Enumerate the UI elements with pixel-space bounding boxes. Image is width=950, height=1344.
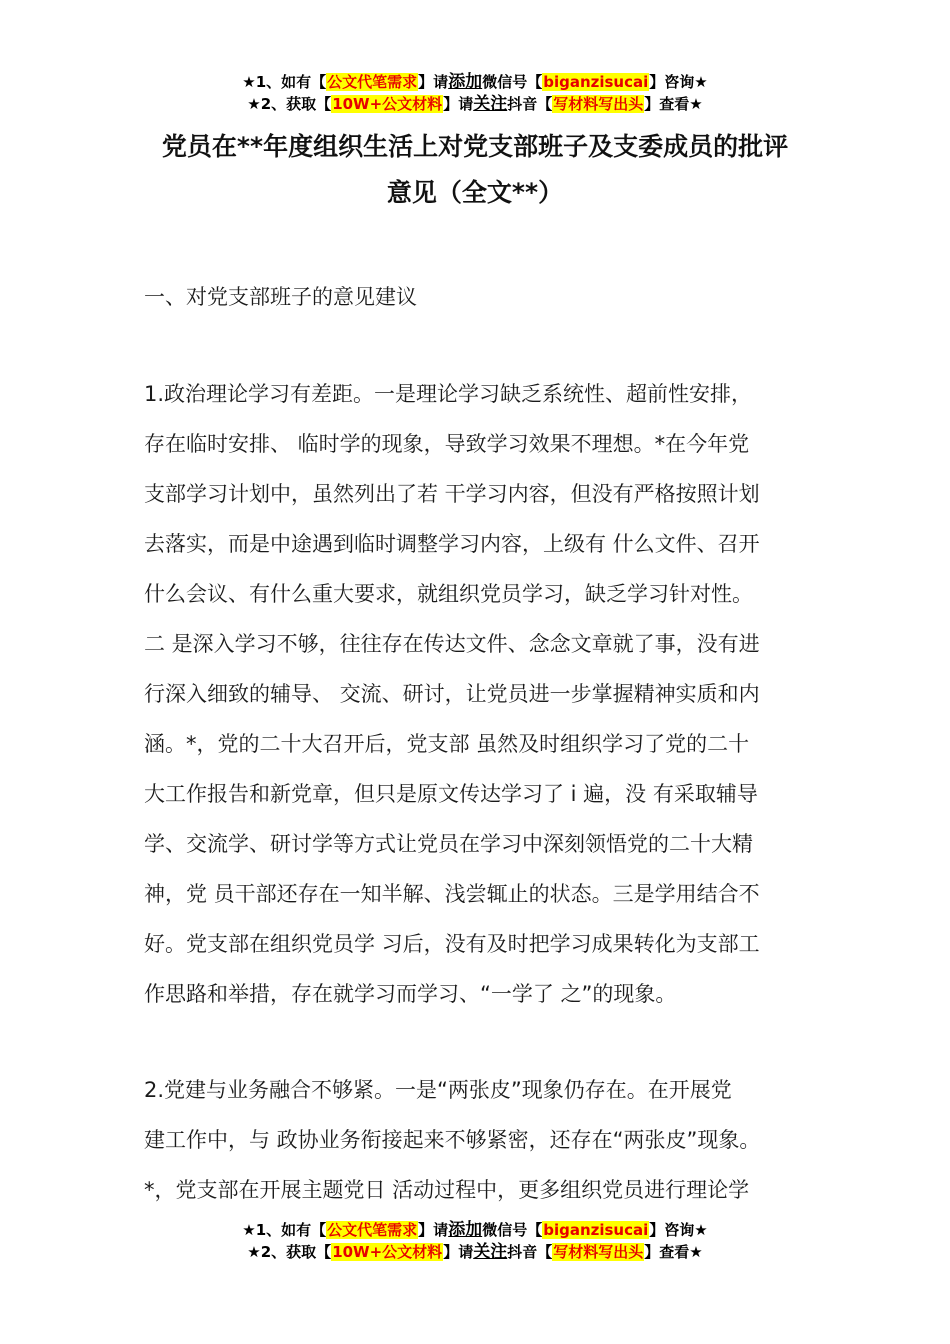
banner-wechat-id: biganzisucai bbox=[543, 1221, 649, 1239]
paragraph-line: 去落实，而是中途遇到临时调整学习内容，上级有 什么文件、召开 bbox=[144, 532, 760, 556]
footer-banner bbox=[0, 1219, 950, 1263]
banner-emphasis: 关注 bbox=[473, 1242, 508, 1262]
section-heading-text: 一、对党支部班子的意见建议 bbox=[144, 285, 417, 309]
banner-text: ★1、如有【 bbox=[242, 73, 327, 91]
paragraph-line: 好。党支部在组织党员学 习后，没有及时把学习成果转化为支部工 bbox=[144, 932, 760, 956]
banner-text: 】咨询★ bbox=[649, 1221, 708, 1239]
banner-text: 微信号【 bbox=[482, 73, 543, 91]
banner-text: 】请 bbox=[443, 1243, 474, 1261]
paragraph-line: *，党支部在开展主题党日 活动过程中，更多组织党员进行理论学 bbox=[144, 1178, 750, 1202]
banner-text: ★1、如有【 bbox=[242, 1221, 327, 1239]
banner-text: 微信号【 bbox=[482, 1221, 543, 1239]
banner-line-1 bbox=[0, 1219, 950, 1241]
title-line-1: 党员在**年度组织生活上对党支部班子及支委成员的批评 bbox=[161, 132, 789, 161]
banner-text: 】咨询★ bbox=[649, 73, 708, 91]
paragraph-line: 行深入细致的辅导、 交流、研讨，让党员进一步掌握精神实质和内 bbox=[144, 682, 760, 706]
banner-text: 】请 bbox=[418, 73, 449, 91]
banner-line-1 bbox=[0, 71, 950, 93]
paragraph-line: 涵。*，党的二十大召开后，党支部 虽然及时组织学习了党的二十 bbox=[144, 732, 750, 756]
header-banner bbox=[0, 71, 950, 115]
banner-text: 】请 bbox=[443, 95, 474, 113]
banner-douyin-id: 写材料写出头 bbox=[553, 95, 644, 113]
banner-highlight: 公文代笔需求 bbox=[327, 73, 418, 91]
banner-wechat-id: biganzisucai bbox=[543, 73, 649, 91]
banner-line-2 bbox=[0, 93, 950, 115]
banner-line-2 bbox=[0, 1241, 950, 1263]
paragraph-line: 支部学习计划中，虽然列出了若 干学习内容，但没有严格按照计划 bbox=[144, 482, 760, 506]
banner-text: ★2、获取【 bbox=[247, 1243, 332, 1261]
paragraph-line: 什么会议、有什么重大要求，就组织党员学习，缺乏学习针对性。 bbox=[144, 582, 753, 606]
paragraph-line: 2.党建与业务融合不够紧。一是“两张皮”现象仍存在。在开展党 bbox=[144, 1078, 732, 1102]
banner-text: 】查看★ bbox=[644, 1243, 703, 1261]
banner-douyin-id: 写材料写出头 bbox=[553, 1243, 644, 1261]
banner-highlight: 10W+公文材料 bbox=[332, 95, 443, 113]
paragraph-line: 学、交流学、研讨学等方式让党员在学习中深刻领悟党的二十大精 bbox=[144, 832, 753, 856]
banner-text: ★2、获取【 bbox=[247, 95, 332, 113]
paragraph-line: 建工作中，与 政协业务衔接起来不够紧密，还存在“两张皮”现象。 bbox=[144, 1128, 761, 1152]
banner-text: 】查看★ bbox=[644, 95, 703, 113]
paragraph-line: 存在临时安排、 临时学的现象，导致学习效果不理想。*在今年党 bbox=[144, 432, 750, 456]
banner-emphasis: 添加 bbox=[448, 1220, 483, 1240]
banner-highlight: 公文代笔需求 bbox=[327, 1221, 418, 1239]
banner-text: 抖音【 bbox=[507, 1243, 553, 1261]
paragraph-2 bbox=[144, 1065, 824, 1215]
document-title bbox=[0, 124, 950, 216]
banner-text: 抖音【 bbox=[507, 95, 553, 113]
banner-text: 】请 bbox=[418, 1221, 449, 1239]
paragraph-1 bbox=[144, 369, 824, 1019]
paragraph-line: 二 是深入学习不够，往往存在传达文件、念念文章就了事，没有进 bbox=[144, 632, 760, 656]
paragraph-line: 大工作报告和新党章，但只是原文传达学习了 i 遍，没 有采取辅导 bbox=[144, 782, 758, 806]
paragraph-line: 作思路和举措，存在就学习而学习、“一学了 之”的现象。 bbox=[144, 982, 677, 1006]
section-heading bbox=[144, 272, 824, 322]
banner-emphasis: 关注 bbox=[473, 94, 508, 114]
banner-emphasis: 添加 bbox=[448, 72, 483, 92]
banner-highlight: 10W+公文材料 bbox=[332, 1243, 443, 1261]
title-line-2: 意见（全文**） bbox=[386, 178, 564, 207]
paragraph-line: 1.政治理论学习有差距。一是理论学习缺乏系统性、超前性安排， bbox=[144, 382, 753, 406]
paragraph-line: 神，党 员干部还存在一知半解、浅尝辄止的状态。三是学用结合不 bbox=[144, 882, 760, 906]
